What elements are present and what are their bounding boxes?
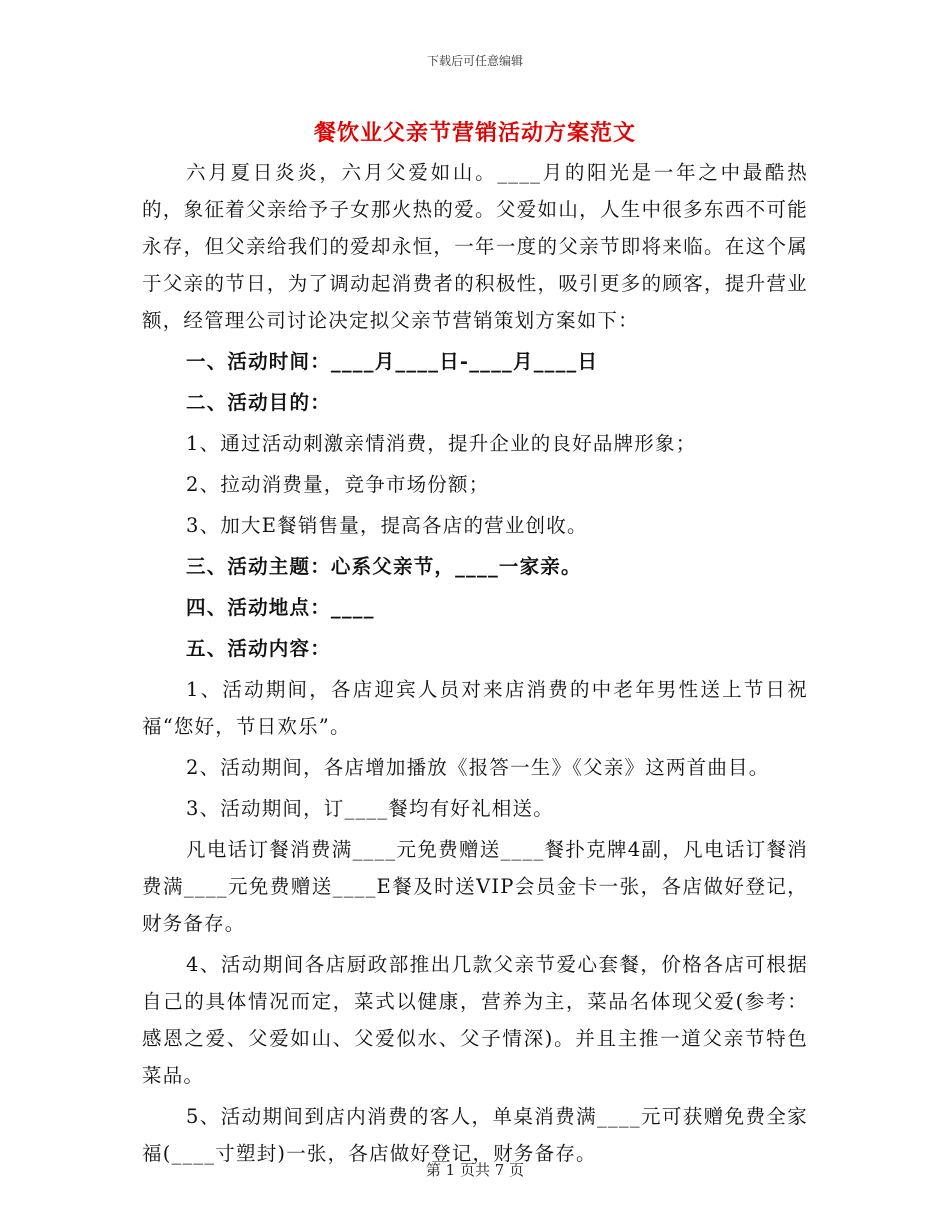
page-header: 下载后可任意编辑 bbox=[426, 54, 523, 68]
section-content-heading: 五、活动内容： bbox=[186, 637, 331, 660]
content-item-3: 3、活动期间，订____餐均有好礼相送。 bbox=[186, 797, 554, 820]
purpose-item-2: 2、拉动消费量，竞争市场份额； bbox=[186, 473, 490, 496]
content-item-2: 2、活动期间，各店增加播放《报答一生》《父亲》这两首曲目。 bbox=[186, 756, 770, 779]
document-title: 餐饮业父亲节营销活动方案范文 bbox=[313, 120, 636, 146]
content-item-5: 5、活动期间到店内消费的客人，单桌消费满____元可获赠免费全家福(____寸塑封)一张，各店做好登记，财务备存。 bbox=[142, 1105, 808, 1165]
content-item-1: 1、活动期间，各店迎宾人员对来店消费的中老年男性送上节日祝福“您好，节日欢乐”。 bbox=[142, 678, 808, 738]
document-body bbox=[142, 154, 808, 1172]
purpose-item-1: 1、通过活动刺激亲情消费，提升企业的良好品牌形象； bbox=[186, 432, 697, 455]
section-time-heading: 一、活动时间：____月____日-____月____日 bbox=[186, 350, 599, 373]
section-theme-heading: 三、活动主题：心系父亲节，____一家亲。 bbox=[186, 555, 582, 578]
intro-paragraph: 六月夏日炎炎，六月父爱如山。____月的阳光是一年之中最酷热的，象征着父亲给予子女那火热的爱。父爱如山，人生中很多东西不可能永存，但父亲给我们的爱却永恒，一年一度的父亲节即将来临。在这个属于父亲的节日，为了调动起消费者的积极性，吸引更多的顾客，提升营业额，经管理公司讨论决定拟父亲节营销策划方案如下： bbox=[142, 161, 808, 332]
content-item-3-detail: 凡电话订餐消费满____元免费赠送____餐扑克牌4副，凡电话订餐消费满____元免费赠送____E餐及时送VIP会员金卡一张，各店做好登记，财务备存。 bbox=[142, 838, 808, 935]
page-footer: 第 1 页共 7 页 bbox=[425, 1161, 525, 1179]
section-location-heading: 四、活动地点：____ bbox=[186, 596, 375, 619]
section-purpose-heading: 二、活动目的： bbox=[186, 391, 331, 414]
content-item-4: 4、活动期间各店厨政部推出几款父亲节爱心套餐，价格各店可根据自己的具体情况而定，菜式以健康，营养为主，菜品名体现父爱(参考：感恩之爱、父爱如山、父爱似水、父子情深)。并且主推一道父亲节特色菜品。 bbox=[142, 953, 808, 1087]
purpose-item-3: 3、加大E餐销售量，提高各店的营业创收。 bbox=[186, 514, 588, 537]
